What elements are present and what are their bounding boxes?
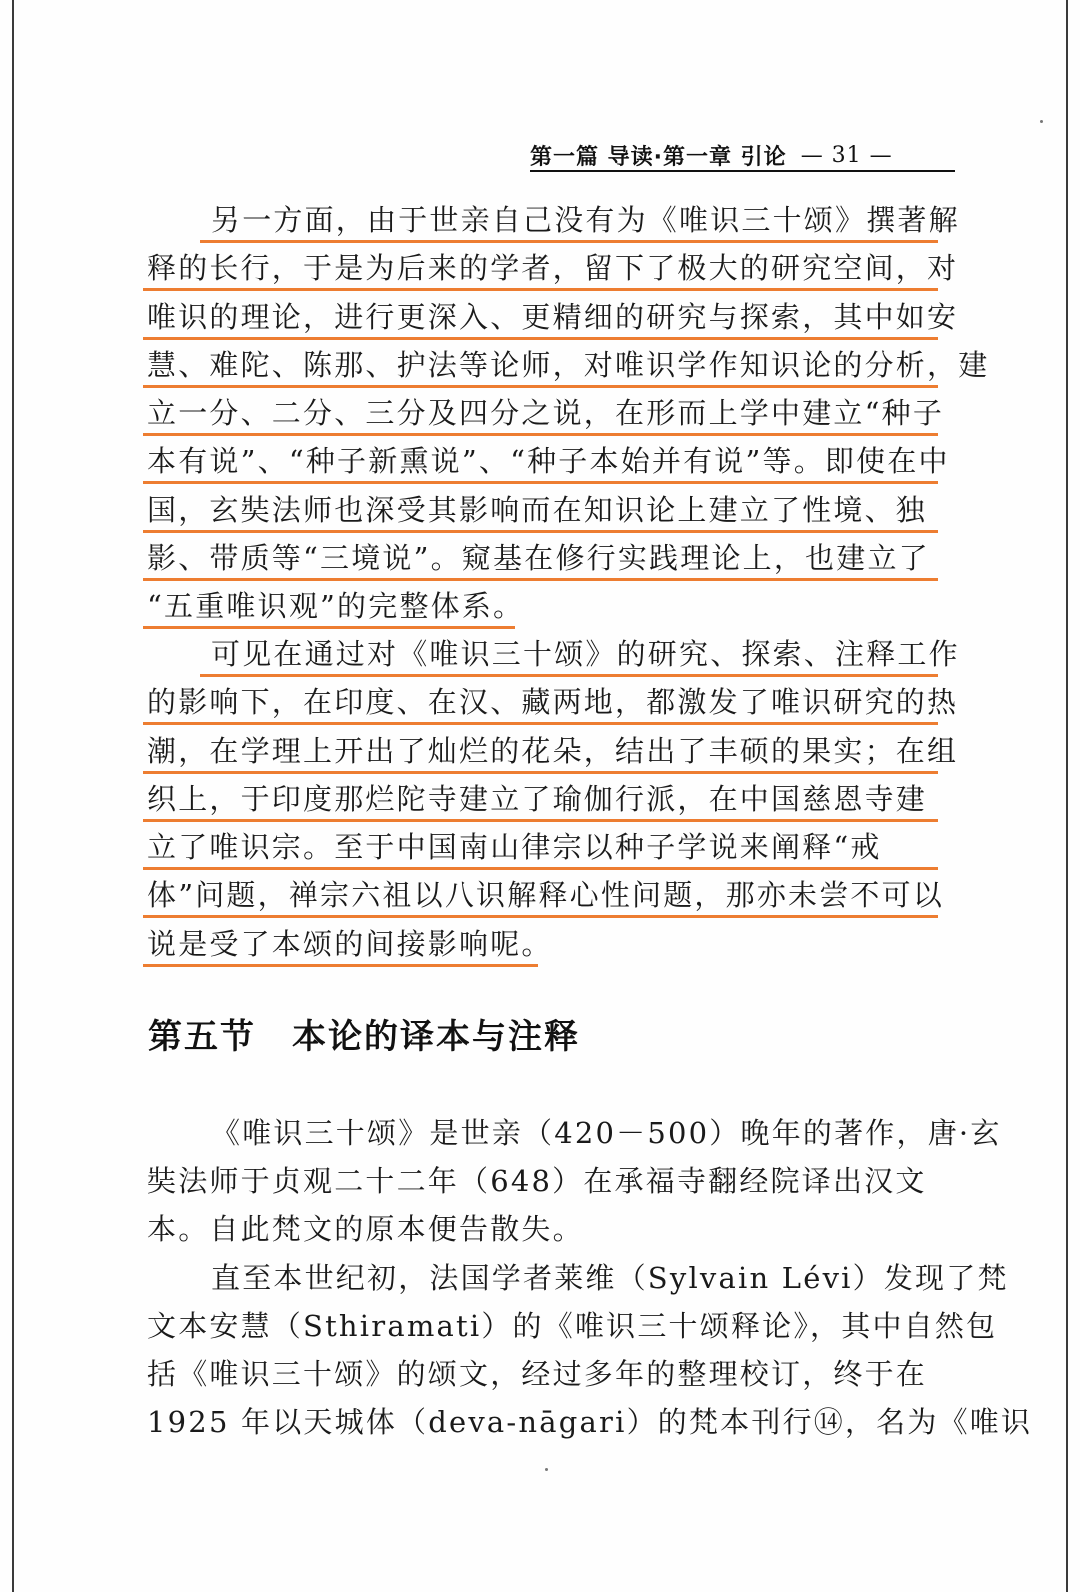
page-border-left: [12, 0, 14, 1592]
highlight-underline: [143, 288, 938, 291]
paragraph-4-line-2: 文本安慧（Sthiramati）的《唯识三十颂释论》，其中自然包: [147, 1309, 998, 1343]
paragraph-1-line-7: 国，玄奘法师也深受其影响而在知识论上建立了性境、独: [147, 493, 928, 527]
paragraph-4-line-1: 直至本世纪初，法国学者莱维（Sylvain Lévi）发现了梵: [211, 1261, 1009, 1295]
paragraph-2-line-2: 的影响下，在印度、在汉、藏两地，都激发了唯识研究的热: [147, 685, 959, 719]
scan-speck: [1040, 120, 1043, 123]
paragraph-4-line-4: 1925 年以天城体（deva-nāgari）的梵本刊行⑭，名为《唯识: [147, 1405, 1033, 1439]
highlight-underline: [143, 722, 938, 725]
highlight-underline: [143, 964, 538, 967]
paragraph-2-line-6: 体”问题，禅宗六祖以八识解释心性问题，那亦未尝不可以: [147, 878, 945, 912]
highlight-underline: [143, 337, 938, 340]
paragraph-1-line-1: 另一方面，由于世亲自己没有为《唯识三十颂》撰著解: [211, 203, 960, 237]
page-number: — 31 —: [800, 142, 893, 168]
scan-speck: [545, 1468, 548, 1471]
highlight-underline: [143, 433, 938, 436]
paragraph-1-line-6: 本有说”、“种子新熏说”、“种子本始并有说”等。即使在中: [147, 444, 950, 478]
highlight-underline: [143, 481, 938, 484]
paragraph-3-line-3: 本。自此梵文的原本便告散失。: [147, 1212, 584, 1246]
paragraph-1-line-5: 立一分、二分、三分及四分之说，在形而上学中建立“种子: [147, 396, 945, 430]
paragraph-1-line-2: 释的长行，于是为后来的学者，留下了极大的研究空间，对: [147, 251, 959, 285]
running-head-rule: [530, 170, 955, 172]
paragraph-2-line-3: 潮，在学理上开出了灿烂的花朵，结出了丰硕的果实；在组: [147, 734, 959, 768]
highlight-underline: [143, 915, 938, 918]
paragraph-4-line-3: 括《唯识三十颂》的颂文，经过多年的整理校订，终于在: [147, 1357, 928, 1391]
paragraph-1-line-4: 慧、难陀、陈那、护法等论师，对唯识学作知识论的分析，建: [147, 348, 990, 382]
highlight-underline: [200, 674, 938, 677]
running-head: [530, 138, 955, 172]
highlight-underline: [200, 240, 938, 243]
highlight-underline: [143, 819, 938, 822]
paragraph-1-line-3: 唯识的理论，进行更深入、更精细的研究与探索，其中如安: [147, 300, 959, 334]
highlight-underline: [143, 530, 938, 533]
highlight-underline: [143, 867, 938, 870]
paragraph-2-line-5: 立了唯识宗。至于中国南山律宗以种子学说来阐释“戒: [147, 830, 882, 864]
highlight-underline: [143, 385, 938, 388]
paragraph-2-line-4: 织上，于印度那烂陀寺建立了瑜伽行派，在中国慈恩寺建: [147, 782, 928, 816]
highlight-underline: [143, 626, 515, 629]
running-head-title: 第一篇 导读·第一章 引论: [530, 144, 787, 170]
paragraph-3-line-2: 奘法师于贞观二十二年（648）在承福寺翻经院译出汉文: [147, 1164, 927, 1198]
paragraph-2-line-7: 说是受了本颂的间接影响呢。: [147, 927, 553, 961]
paragraph-2-line-1: 可见在通过对《唯识三十颂》的研究、探索、注释工作: [211, 637, 960, 671]
highlight-underline: [143, 771, 938, 774]
paragraph-3-line-1: 《唯识三十颂》是世亲（420－500）晚年的著作，唐·玄: [211, 1116, 1002, 1150]
section-number: 第五节: [148, 1017, 256, 1057]
section-heading: [148, 1013, 580, 1061]
section-title: 本论的译本与注释: [292, 1017, 580, 1057]
highlight-underline: [143, 578, 938, 581]
page-border-right: [1066, 0, 1068, 1592]
paragraph-1-line-9: “五重唯识观”的完整体系。: [147, 589, 525, 623]
paragraph-1-line-8: 影、带质等“三境说”。窥基在修行实践理论上，也建立了: [147, 541, 930, 575]
